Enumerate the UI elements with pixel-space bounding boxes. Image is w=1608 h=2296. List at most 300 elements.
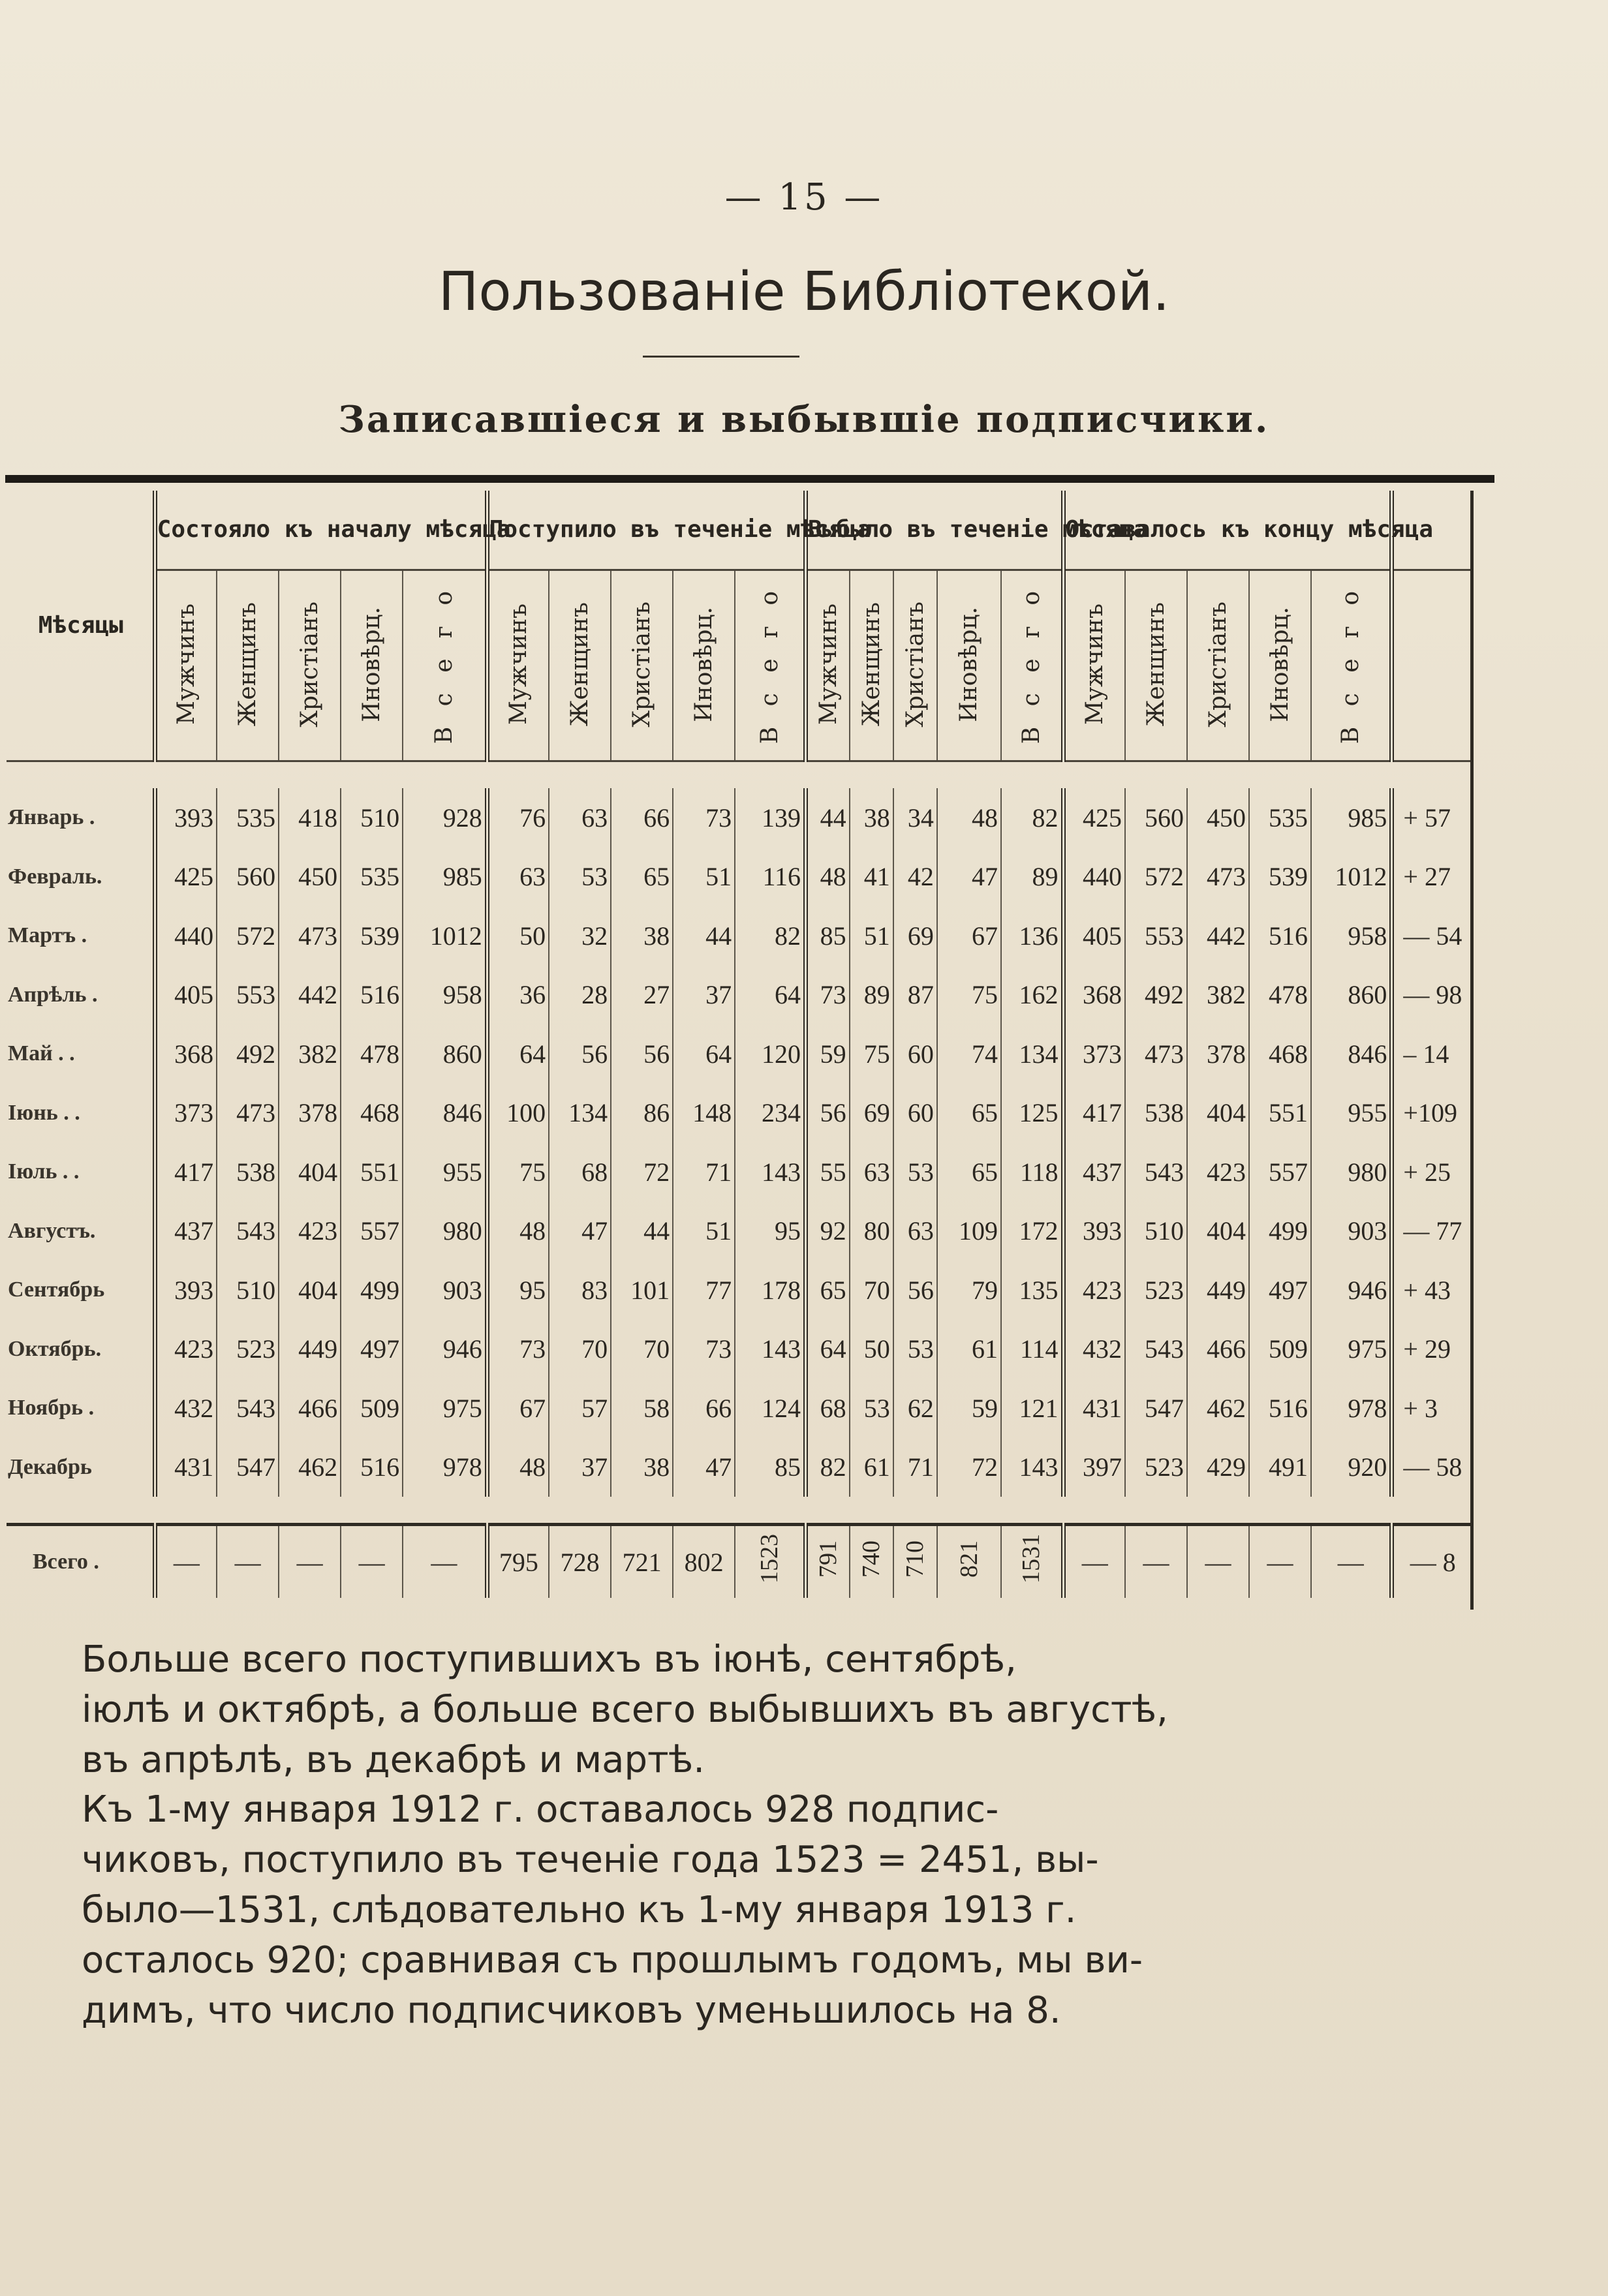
- table-cell: 74: [937, 1024, 1001, 1084]
- page-title: Пользованіе Библіотекой.: [438, 261, 1170, 323]
- group-header-joined: Поступило въ теченіе мѣсяца: [487, 491, 805, 570]
- table-cell: 95: [487, 1261, 549, 1320]
- table-row: [7, 966, 1472, 1025]
- difference-cell: + 3: [1392, 1379, 1472, 1438]
- table-cell: 516: [341, 1438, 403, 1497]
- paragraph-2: [82, 1784, 1387, 2036]
- total-cell: [850, 1525, 893, 1599]
- table-cell: 955: [403, 1142, 487, 1202]
- table-cell: 53: [549, 848, 611, 907]
- table-cell: 58: [611, 1379, 673, 1438]
- table-cell: 523: [1125, 1261, 1187, 1320]
- table-cell: 71: [893, 1438, 937, 1497]
- table-row: [7, 1379, 1472, 1438]
- column-header: [155, 570, 217, 761]
- column-header-label: Иновѣрц.: [1266, 606, 1293, 722]
- table-cell: 516: [341, 966, 403, 1025]
- table-cell: 368: [1063, 966, 1125, 1025]
- table-cell: 980: [403, 1202, 487, 1261]
- table-cell: 572: [1125, 848, 1187, 907]
- paragraph-line: осталось 920; сравнивая съ прошлымъ годомъ, мы ви-: [82, 1939, 1143, 1982]
- column-header-label: Иновѣрц.: [358, 606, 386, 722]
- table-cell: 473: [1125, 1024, 1187, 1084]
- table-cell: 978: [1311, 1379, 1392, 1438]
- table-cell: 65: [806, 1261, 850, 1320]
- table-cell: 431: [155, 1438, 217, 1497]
- table-cell: 903: [1311, 1202, 1392, 1261]
- table-cell: 417: [155, 1142, 217, 1202]
- table-cell: 423: [279, 1202, 341, 1261]
- table-cell: 148: [673, 1084, 735, 1143]
- table-cell: 510: [341, 788, 403, 848]
- table-cell: 393: [1063, 1202, 1125, 1261]
- table-title: Записавшіеся и выбывшіе подписчики.: [338, 398, 1270, 441]
- table-cell: 172: [1001, 1202, 1063, 1261]
- table-cell: 468: [341, 1084, 403, 1143]
- total-cell: —: [217, 1525, 279, 1599]
- table-cell: 72: [611, 1142, 673, 1202]
- table-cell: 560: [1125, 788, 1187, 848]
- table-cell: 48: [806, 848, 850, 907]
- table-cell: 143: [1001, 1438, 1063, 1497]
- month-cell: Январь .: [8, 805, 95, 830]
- table-cell: 27: [611, 966, 673, 1025]
- table-cell: 405: [155, 966, 217, 1025]
- table-cell: 547: [217, 1438, 279, 1497]
- total-cell: —: [279, 1525, 341, 1599]
- table-cell: 535: [217, 788, 279, 848]
- table-cell: 543: [217, 1379, 279, 1438]
- table-cell: 538: [1125, 1084, 1187, 1143]
- table-row: [7, 1084, 1472, 1143]
- table-cell: 73: [487, 1320, 549, 1379]
- column-header: [1001, 570, 1063, 761]
- table-row: [7, 1024, 1472, 1084]
- column-header: [1311, 570, 1392, 761]
- column-header-label: В с е г о: [1017, 584, 1045, 744]
- table-cell: 473: [1187, 848, 1249, 907]
- table-cell: 48: [487, 1438, 549, 1497]
- paragraph-line: іюлѣ и октябрѣ, а больше всего выбывшихъ въ августѣ,: [82, 1689, 1168, 1731]
- table-cell: 53: [893, 1320, 937, 1379]
- column-header-label: Христіанъ: [901, 601, 929, 727]
- total-cell: —: [1187, 1525, 1249, 1599]
- table-cell: 442: [1187, 906, 1249, 966]
- column-header-label: Иновѣрц.: [690, 606, 718, 722]
- table-cell: 44: [806, 788, 850, 848]
- table-cell: 125: [1001, 1084, 1063, 1143]
- table-cell: 66: [673, 1379, 735, 1438]
- table-cell: 72: [937, 1438, 1001, 1497]
- table-cell: 34: [893, 788, 937, 848]
- difference-cell: + 29: [1392, 1320, 1472, 1379]
- table-cell: 432: [1063, 1320, 1125, 1379]
- table-row: [7, 1142, 1472, 1202]
- table-cell: 61: [937, 1320, 1001, 1379]
- table-cell: 417: [1063, 1084, 1125, 1143]
- subscribers-table: [7, 491, 1472, 1598]
- table-row: [7, 788, 1472, 848]
- table-cell: 378: [279, 1084, 341, 1143]
- table-cell: 450: [279, 848, 341, 907]
- table-cell: 85: [735, 1438, 805, 1497]
- paragraph-line: димъ, что число подписчиковъ уменьшилось на 8.: [82, 1989, 1061, 2032]
- table-cell: 539: [341, 906, 403, 966]
- table-cell: 397: [1063, 1438, 1125, 1497]
- total-cell: —: [1311, 1525, 1392, 1599]
- table-cell: 59: [806, 1024, 850, 1084]
- table-cell: 985: [1311, 788, 1392, 848]
- table-row: [7, 1438, 1472, 1497]
- table-cell: 67: [487, 1379, 549, 1438]
- table-cell: 36: [487, 966, 549, 1025]
- table-cell: 516: [1249, 1379, 1311, 1438]
- column-header: [549, 570, 611, 761]
- total-cell: 721: [611, 1525, 673, 1599]
- table-cell: 404: [1187, 1084, 1249, 1143]
- column-header-label: Женщинъ: [566, 602, 594, 727]
- column-header-label: Христіанъ: [628, 601, 656, 727]
- table-cell: 89: [1001, 848, 1063, 907]
- paragraph-1: [82, 1634, 1387, 1785]
- paragraph-line: было—1531, слѣдовательно къ 1-му января 1913 г.: [82, 1889, 1077, 1931]
- table-cell: 47: [549, 1202, 611, 1261]
- table-cell: 82: [735, 906, 805, 966]
- table-cell: 543: [217, 1202, 279, 1261]
- month-cell: Октябрь.: [8, 1336, 102, 1361]
- table-row: [7, 906, 1472, 966]
- table-cell: 75: [487, 1142, 549, 1202]
- table-top-rule: [5, 475, 1494, 483]
- difference-cell: – 14: [1392, 1024, 1472, 1084]
- table-cell: 65: [937, 1084, 1001, 1143]
- table-cell: 63: [487, 848, 549, 907]
- total-cell: [806, 1525, 850, 1599]
- total-row: [7, 1525, 1472, 1599]
- column-header-label: В с е г о: [430, 584, 457, 744]
- table-cell: 425: [155, 848, 217, 907]
- table-cell: 50: [487, 906, 549, 966]
- table-cell: 980: [1311, 1142, 1392, 1202]
- table-cell: 57: [549, 1379, 611, 1438]
- table-cell: 466: [279, 1379, 341, 1438]
- table-cell: 492: [1125, 966, 1187, 1025]
- table-cell: 499: [1249, 1202, 1311, 1261]
- table-cell: 429: [1187, 1438, 1249, 1497]
- table-cell: 450: [1187, 788, 1249, 848]
- column-header-label: Мужчинъ: [173, 604, 200, 725]
- table-cell: 509: [1249, 1320, 1311, 1379]
- total-cell: 795: [487, 1525, 549, 1599]
- table-cell: 846: [1311, 1024, 1392, 1084]
- table-cell: 70: [850, 1261, 893, 1320]
- table-cell: 178: [735, 1261, 805, 1320]
- table-cell: 551: [1249, 1084, 1311, 1143]
- table-cell: 382: [279, 1024, 341, 1084]
- table-cell: 373: [155, 1084, 217, 1143]
- column-header-label: Мужчинъ: [814, 604, 842, 725]
- column-header-label: Женщинъ: [234, 602, 262, 727]
- table-cell: 64: [806, 1320, 850, 1379]
- total-cell: —: [1125, 1525, 1187, 1599]
- table-cell: 76: [487, 788, 549, 848]
- table-cell: 95: [735, 1202, 805, 1261]
- table-cell: 404: [279, 1142, 341, 1202]
- difference-cell: + 25: [1392, 1142, 1472, 1202]
- table-cell: 60: [893, 1024, 937, 1084]
- table-cell: 497: [1249, 1261, 1311, 1320]
- table-cell: 478: [1249, 966, 1311, 1025]
- table-cell: 985: [403, 848, 487, 907]
- table-cell: 510: [1125, 1202, 1187, 1261]
- column-header: [1125, 570, 1187, 761]
- table-cell: 143: [735, 1320, 805, 1379]
- column-header-label: Женщинъ: [1142, 602, 1169, 727]
- table-cell: 473: [279, 906, 341, 966]
- table-cell: 28: [549, 966, 611, 1025]
- table-cell: 47: [673, 1438, 735, 1497]
- table-cell: 543: [1125, 1142, 1187, 1202]
- month-cell: Іюнь . .: [8, 1100, 80, 1125]
- table-cell: 162: [1001, 966, 1063, 1025]
- month-cell: Декабрь: [8, 1454, 92, 1479]
- table-cell: 955: [1311, 1084, 1392, 1143]
- month-cell: Май . .: [8, 1041, 75, 1066]
- table-cell: 68: [549, 1142, 611, 1202]
- table-cell: 404: [279, 1261, 341, 1320]
- total-cell: [893, 1525, 937, 1599]
- table-cell: 80: [850, 1202, 893, 1261]
- table-cell: 978: [403, 1438, 487, 1497]
- table-cell: 41: [850, 848, 893, 907]
- column-header-label: Женщинъ: [858, 602, 885, 727]
- table-cell: 62: [893, 1379, 937, 1438]
- table-cell: 53: [850, 1379, 893, 1438]
- table-row: [7, 1261, 1472, 1320]
- table-cell: 60: [893, 1084, 937, 1143]
- table-cell: 100: [487, 1084, 549, 1143]
- column-header: [279, 570, 341, 761]
- table-cell: 82: [1001, 788, 1063, 848]
- column-header: [893, 570, 937, 761]
- total-cell: —: [341, 1525, 403, 1599]
- table-cell: 70: [549, 1320, 611, 1379]
- table-row: [7, 1320, 1472, 1379]
- table-cell: 32: [549, 906, 611, 966]
- table-cell: 473: [217, 1084, 279, 1143]
- total-difference-cell: — 8: [1392, 1525, 1472, 1599]
- table-cell: 492: [217, 1024, 279, 1084]
- table-cell: 404: [1187, 1202, 1249, 1261]
- table-cell: 118: [1001, 1142, 1063, 1202]
- table-cell: 143: [735, 1142, 805, 1202]
- table-cell: 405: [1063, 906, 1125, 966]
- table-cell: 56: [893, 1261, 937, 1320]
- table-cell: 535: [1249, 788, 1311, 848]
- table-cell: 946: [1311, 1261, 1392, 1320]
- table-cell: 63: [549, 788, 611, 848]
- total-cell: —: [155, 1525, 217, 1599]
- table-cell: 64: [673, 1024, 735, 1084]
- table-cell: 135: [1001, 1261, 1063, 1320]
- column-header-label: В с е г о: [1337, 584, 1365, 744]
- table-row: [7, 1202, 1472, 1261]
- table-cell: 437: [1063, 1142, 1125, 1202]
- table-cell: 56: [549, 1024, 611, 1084]
- total-cell: [937, 1525, 1001, 1599]
- table-cell: 572: [217, 906, 279, 966]
- column-header: [217, 570, 279, 761]
- table-cell: 440: [155, 906, 217, 966]
- table-cell: 64: [735, 966, 805, 1025]
- table-cell: 523: [217, 1320, 279, 1379]
- table-cell: 89: [850, 966, 893, 1025]
- paragraph-line: въ апрѣлѣ, въ декабрѣ и мартѣ.: [82, 1739, 705, 1781]
- table-cell: 65: [611, 848, 673, 907]
- table-right-rule: [1470, 491, 1474, 1610]
- column-header-label: Мужчинъ: [505, 604, 533, 725]
- table-cell: 437: [155, 1202, 217, 1261]
- total-value: 1523: [756, 1534, 784, 1584]
- table-cell: 553: [1125, 906, 1187, 966]
- paragraph-line: Больше всего поступившихъ въ іюнѣ, сентябрѣ,: [82, 1638, 1017, 1681]
- table-cell: 557: [1249, 1142, 1311, 1202]
- table-cell: 75: [937, 966, 1001, 1025]
- table-cell: 83: [549, 1261, 611, 1320]
- table-cell: 134: [1001, 1024, 1063, 1084]
- difference-cell: — 58: [1392, 1438, 1472, 1497]
- table-cell: 466: [1187, 1320, 1249, 1379]
- table-cell: 393: [155, 1261, 217, 1320]
- table-cell: 1012: [1311, 848, 1392, 907]
- table-cell: 85: [806, 906, 850, 966]
- table-cell: 134: [549, 1084, 611, 1143]
- table-cell: 38: [850, 788, 893, 848]
- column-header: [850, 570, 893, 761]
- column-header: [611, 570, 673, 761]
- table-cell: 73: [673, 1320, 735, 1379]
- table-cell: 1012: [403, 906, 487, 966]
- table-cell: 491: [1249, 1438, 1311, 1497]
- table-cell: 70: [611, 1320, 673, 1379]
- table-cell: 468: [1249, 1024, 1311, 1084]
- table-cell: 509: [341, 1379, 403, 1438]
- column-header: [1063, 570, 1125, 761]
- table-cell: 423: [155, 1320, 217, 1379]
- table-cell: 47: [937, 848, 1001, 907]
- table-cell: 139: [735, 788, 805, 848]
- table-cell: 975: [1311, 1320, 1392, 1379]
- total-value: 710: [901, 1540, 929, 1578]
- table-cell: 37: [549, 1438, 611, 1497]
- table-cell: 71: [673, 1142, 735, 1202]
- table-cell: 523: [1125, 1438, 1187, 1497]
- column-header: [487, 570, 549, 761]
- difference-cell: — 77: [1392, 1202, 1472, 1261]
- table-cell: 114: [1001, 1320, 1063, 1379]
- table-cell: 65: [937, 1142, 1001, 1202]
- column-header: [341, 570, 403, 761]
- table-cell: 59: [937, 1379, 1001, 1438]
- table-cell: 547: [1125, 1379, 1187, 1438]
- table-cell: 75: [850, 1024, 893, 1084]
- table-cell: 378: [1187, 1024, 1249, 1084]
- table-cell: 846: [403, 1084, 487, 1143]
- table-cell: 449: [279, 1320, 341, 1379]
- month-cell: Іюль . .: [8, 1159, 80, 1184]
- table-cell: 68: [806, 1379, 850, 1438]
- table-cell: 462: [279, 1438, 341, 1497]
- group-header-end: Оставалось къ концу мѣсяца: [1063, 491, 1392, 570]
- table-cell: 516: [1249, 906, 1311, 966]
- table-cell: 499: [341, 1261, 403, 1320]
- table-cell: 860: [403, 1024, 487, 1084]
- group-header-left: Выбыло въ теченіе мѣсяца: [806, 491, 1063, 570]
- table-cell: 462: [1187, 1379, 1249, 1438]
- table-cell: 423: [1063, 1261, 1125, 1320]
- table-cell: 431: [1063, 1379, 1125, 1438]
- column-header: [673, 570, 735, 761]
- month-cell: Апрѣль .: [8, 982, 98, 1007]
- column-header: [1187, 570, 1249, 761]
- column-header: [403, 570, 487, 761]
- difference-cell: +109: [1392, 1084, 1472, 1143]
- table-cell: 66: [611, 788, 673, 848]
- column-header-label: Иновѣрц.: [955, 606, 983, 722]
- table-cell: 449: [1187, 1261, 1249, 1320]
- table-cell: 116: [735, 848, 805, 907]
- table-cell: 124: [735, 1379, 805, 1438]
- months-header: Мѣсяцы: [7, 491, 155, 761]
- total-cell: —: [1249, 1525, 1311, 1599]
- difference-cell: + 27: [1392, 848, 1472, 907]
- table-cell: 423: [1187, 1142, 1249, 1202]
- table-cell: 418: [279, 788, 341, 848]
- table-cell: 109: [937, 1202, 1001, 1261]
- column-header: [937, 570, 1001, 761]
- table-cell: 928: [403, 788, 487, 848]
- table-cell: 538: [217, 1142, 279, 1202]
- table-cell: 497: [341, 1320, 403, 1379]
- table-cell: 557: [341, 1202, 403, 1261]
- table-cell: 975: [403, 1379, 487, 1438]
- table-cell: 535: [341, 848, 403, 907]
- table-cell: 38: [611, 906, 673, 966]
- table-cell: 373: [1063, 1024, 1125, 1084]
- column-header: [1249, 570, 1311, 761]
- table-cell: 82: [806, 1438, 850, 1497]
- table-cell: 55: [806, 1142, 850, 1202]
- table-cell: 946: [403, 1320, 487, 1379]
- month-cell: Ноябрь .: [8, 1396, 95, 1420]
- total-label: Всего .: [33, 1550, 99, 1574]
- column-header-label: Христіанъ: [296, 601, 324, 727]
- total-cell: 802: [673, 1525, 735, 1599]
- table-cell: 56: [806, 1084, 850, 1143]
- table-cell: 920: [1311, 1438, 1392, 1497]
- table-cell: 432: [155, 1379, 217, 1438]
- table-cell: 37: [673, 966, 735, 1025]
- total-value: 821: [955, 1540, 983, 1578]
- column-header-label: Мужчинъ: [1081, 604, 1109, 725]
- table-cell: 69: [893, 906, 937, 966]
- difference-cell: + 43: [1392, 1261, 1472, 1320]
- table-cell: 50: [850, 1320, 893, 1379]
- column-header-label: В с е г о: [756, 584, 783, 744]
- table-cell: 553: [217, 966, 279, 1025]
- table-cell: 53: [893, 1142, 937, 1202]
- table-cell: 551: [341, 1142, 403, 1202]
